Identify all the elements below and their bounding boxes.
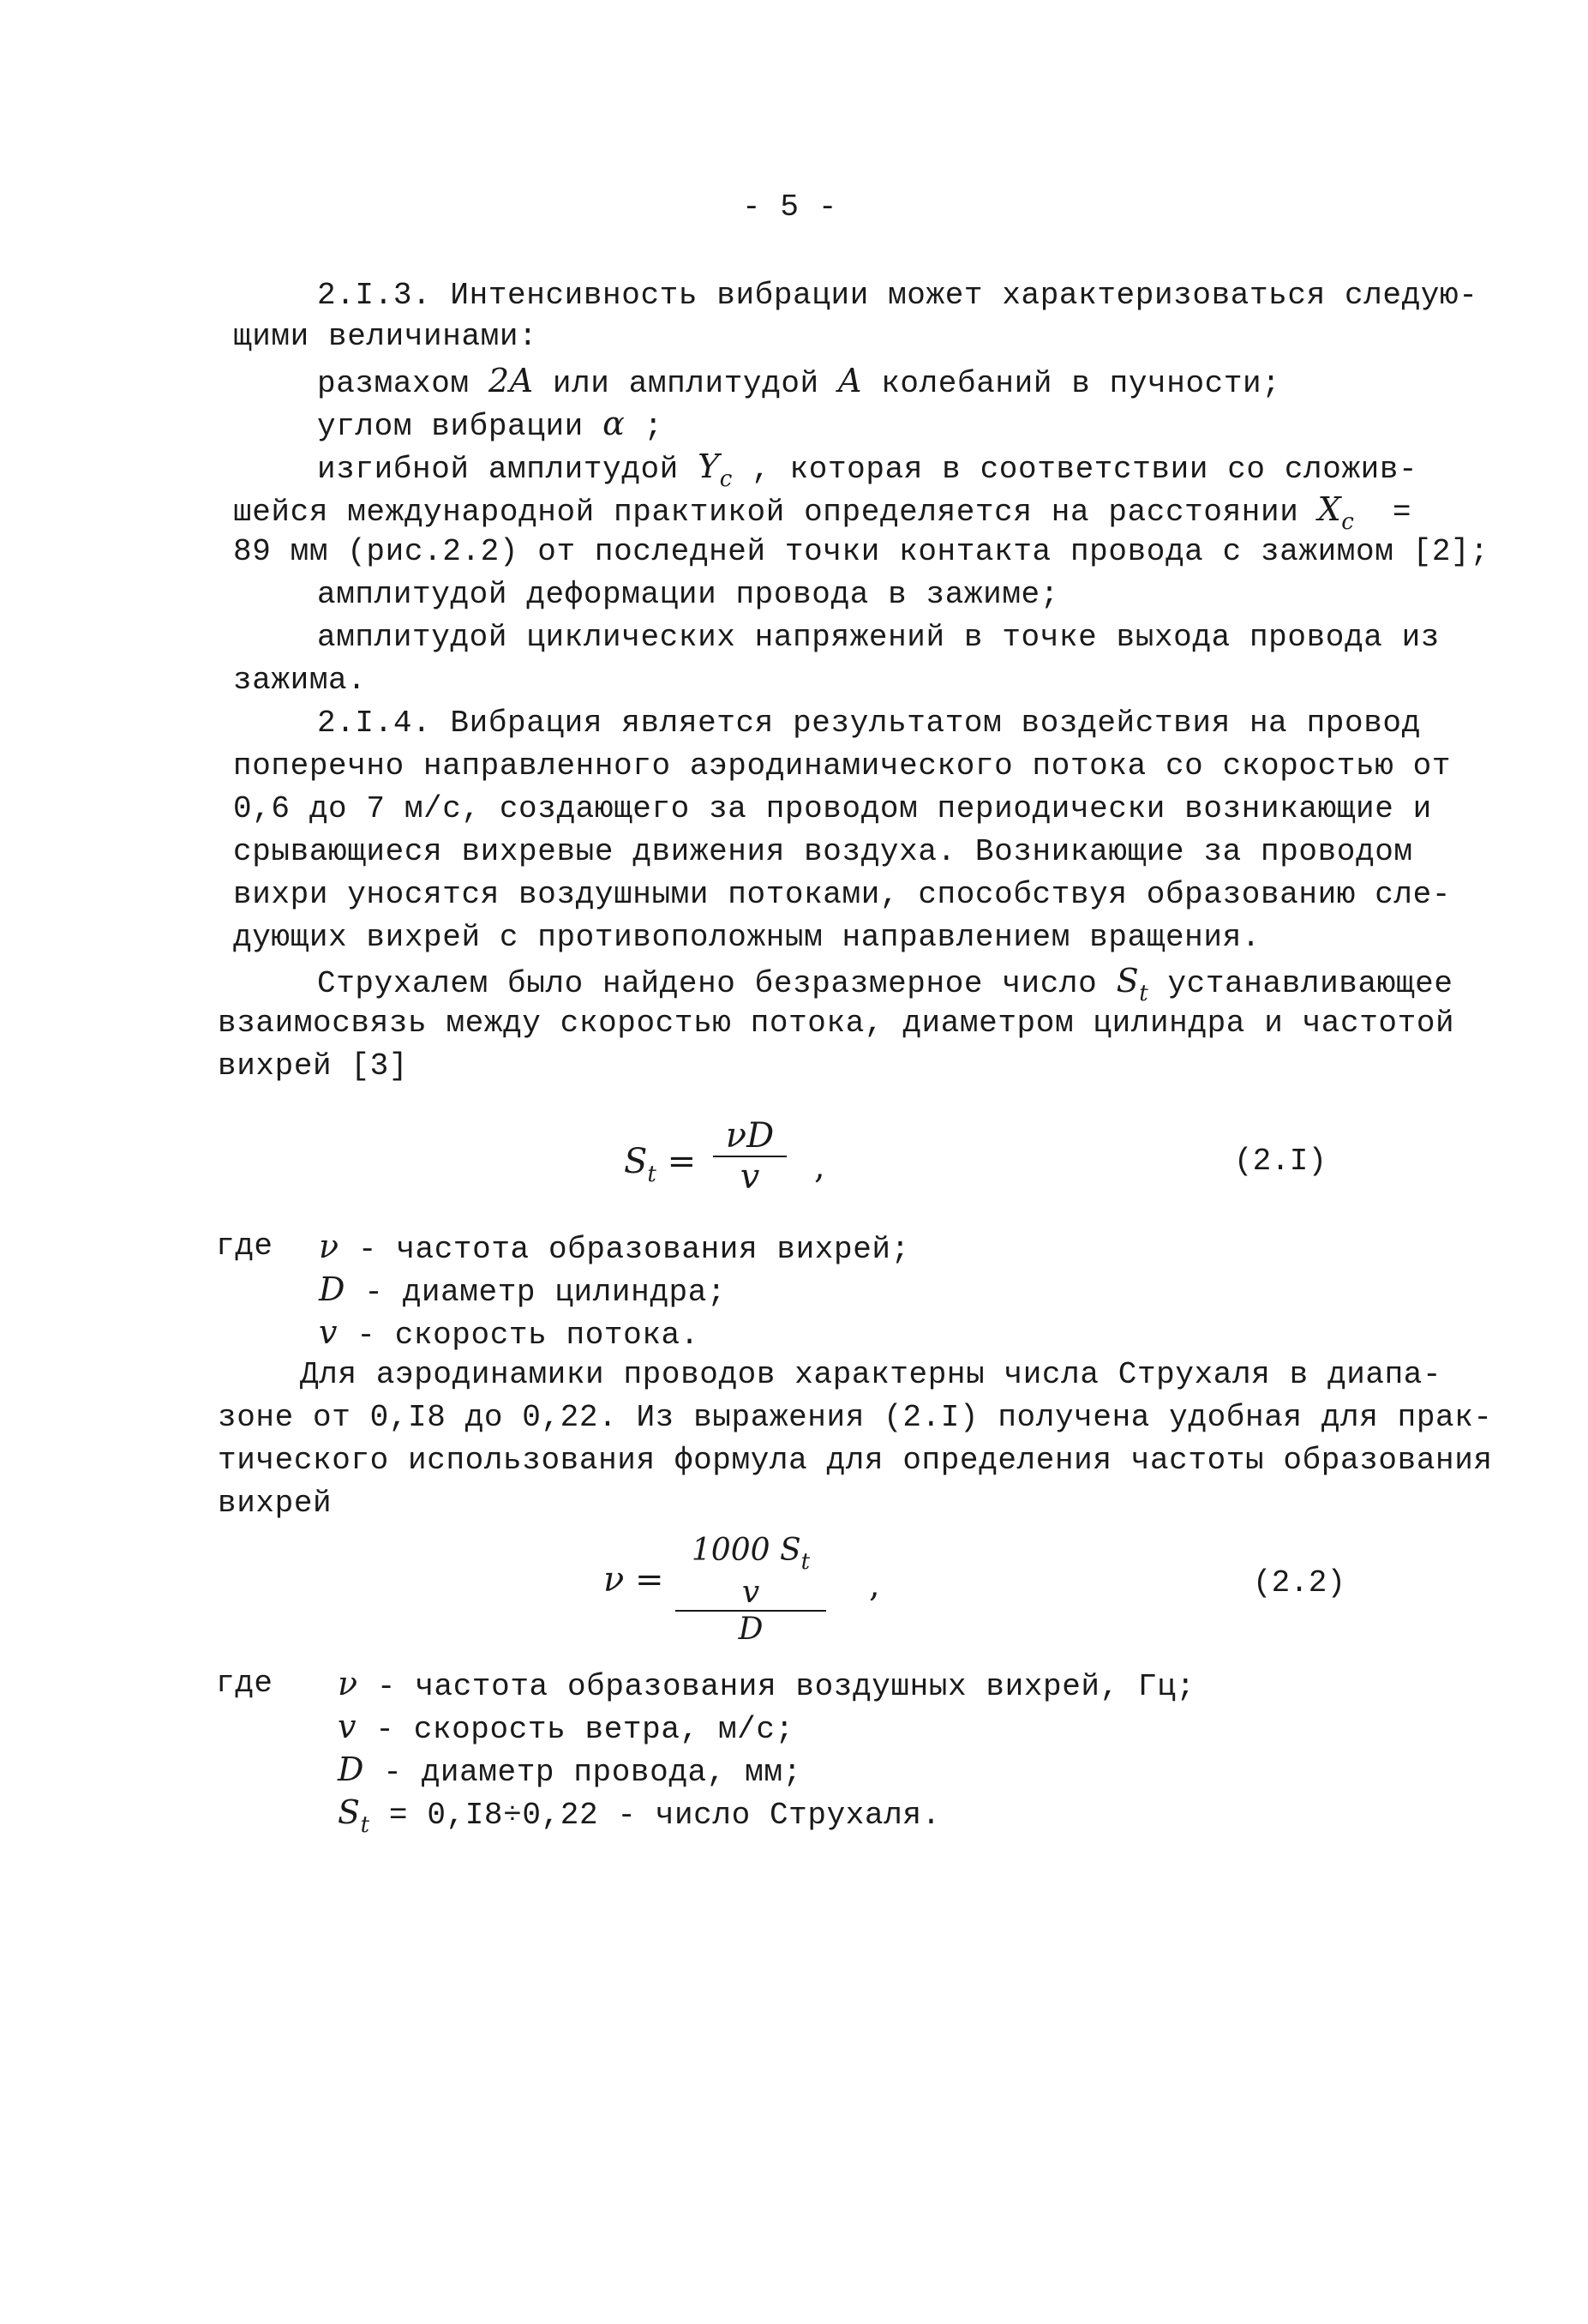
where-2-item-nu <box>338 1666 1195 1704</box>
paragraph-3-line-1: Для аэродинамики проводов характерны числа Струхаля в диапа- <box>300 1357 1442 1392</box>
section-2-1-3-line-1: 2.I.3. Интенсивность вибрации может характеризоваться следую- <box>317 278 1478 313</box>
where-2-item-strouhal <box>338 1795 941 1842</box>
section-2-1-4-line-6: дующих вихрей с противоположным направлением вращения. <box>233 920 1261 955</box>
symbol-s: S <box>624 1142 648 1181</box>
subscript-t: t <box>800 1549 811 1575</box>
list-item-bending-amplitude-line-2 <box>233 492 1411 539</box>
list-item-swing <box>317 363 1280 401</box>
symbol-s: S <box>338 1793 361 1831</box>
paragraph-3-line-4: вихрей <box>218 1486 333 1521</box>
text: колебаний в пучности; <box>861 366 1281 401</box>
subscript-c: c <box>1341 509 1355 535</box>
strouhal-paragraph-line-2: взаимосвязь между скоростью потока, диаметром цилиндра и частотой <box>218 1006 1455 1041</box>
text: - частота образования вихрей; <box>339 1232 910 1267</box>
text: Струхалем было найдено безразмерное число <box>317 966 1117 1001</box>
list-item-deformation: амплитудой деформации провода в зажиме; <box>317 577 1059 612</box>
paragraph-3-line-3: тического использования формула для определения частоты образования <box>218 1443 1493 1478</box>
text: - скорость потока. <box>338 1318 699 1353</box>
equals-sign: = <box>635 1560 664 1600</box>
equation-2-2-fraction <box>675 1533 826 1647</box>
numerator <box>675 1533 826 1610</box>
list-item-bending-amplitude <box>317 449 1417 496</box>
text: = 0,I8÷0,22 - число Струхаля. <box>369 1798 941 1833</box>
text: - диаметр провода, мм; <box>364 1755 802 1790</box>
symbol-d: D <box>319 1270 346 1308</box>
text: размахом <box>317 366 488 401</box>
symbol-nu: ν <box>338 1665 358 1702</box>
list-item-stress-line-1: амплитудой циклических напряжений в точке выхода провода из <box>317 620 1441 655</box>
page-number: - 5 - <box>742 189 838 225</box>
paragraph-3-line-2: зоне от 0,I8 до 0,22. Из выражения (2.I) получена удобная для прак- <box>218 1400 1493 1435</box>
symbol-a: A <box>837 362 862 399</box>
symbol-2a: 2A <box>488 362 534 399</box>
symbol-d: D <box>338 1751 365 1788</box>
equation-2-1-comma: , <box>814 1147 825 1186</box>
list-item-bending-amplitude-line-3: 89 мм (рис.2.2) от последней точки контакта провода с зажимом [2]; <box>233 534 1489 569</box>
text: - скорость ветра, м/с; <box>357 1712 794 1747</box>
numerator: νD <box>725 1116 775 1156</box>
where-label-2: где <box>216 1666 273 1701</box>
symbol-v: v <box>338 1708 357 1745</box>
denominator: D <box>738 1612 764 1647</box>
section-2-1-3-line-2: щими величинами: <box>233 319 538 354</box>
equation-2-1-number: (2.I) <box>1234 1144 1327 1179</box>
symbol-v: v <box>319 1313 339 1351</box>
text: - частота образования воздушных вихрей, Гц; <box>357 1669 1195 1704</box>
symbol-nu: ν <box>319 1228 339 1265</box>
text: или амплитудой <box>533 366 838 401</box>
text: шейся международной практикой определяется на расстоянии <box>233 495 1318 530</box>
where-1-item-nu <box>319 1229 910 1267</box>
equation-2-1-fraction <box>713 1116 787 1197</box>
text: углом вибрации <box>317 409 603 444</box>
equation-2-2-comma: , <box>869 1565 880 1605</box>
equation-2-2-lhs <box>603 1560 664 1600</box>
symbol-alpha: α <box>602 405 626 442</box>
section-2-1-4-line-5: вихри уносятся воздушными потоками, способствуя образованию сле- <box>233 877 1452 912</box>
text: , которая в соответствии со сложив- <box>732 452 1418 487</box>
strouhal-paragraph-line-1 <box>317 964 1453 1011</box>
symbol-nu: ν <box>603 1560 625 1600</box>
subscript-t: t <box>1139 981 1149 1006</box>
section-2-1-4-line-4: срывающиеся вихревые движения воздуха. Возникающие за проводом <box>233 834 1413 869</box>
equals-sign: = <box>667 1142 697 1181</box>
where-2-item-v <box>338 1709 794 1747</box>
where-2-item-d <box>338 1752 802 1790</box>
symbol-y: Y <box>698 447 720 485</box>
text: устанавливающее <box>1148 966 1453 1001</box>
subscript-t: t <box>647 1162 656 1187</box>
symbol-s: S <box>1116 962 1140 1000</box>
section-2-1-4-line-3: 0,6 до 7 м/с, создающего за проводом периодически возникающие и <box>233 791 1432 826</box>
text: ; <box>625 409 663 444</box>
subscript-t: t <box>360 1812 370 1838</box>
where-label-1: где <box>216 1228 273 1264</box>
symbol-x: X <box>1317 490 1342 528</box>
text: v <box>741 1575 760 1610</box>
subscript-c: c <box>719 466 733 492</box>
strouhal-paragraph-line-3: вихрей [3] <box>218 1048 409 1084</box>
equation-2-2-number: (2.2) <box>1253 1565 1346 1600</box>
text: 1000 S <box>691 1533 801 1568</box>
section-2-1-4-line-2: поперечно направленного аэродинамического потока со скоростью от <box>233 748 1452 784</box>
text: изгибной амплитудой <box>317 452 698 487</box>
list-item-stress-line-2: зажима. <box>233 663 367 698</box>
equation-2-1-lhs <box>624 1142 696 1187</box>
where-1-item-v <box>319 1315 699 1353</box>
text: = <box>1354 495 1412 530</box>
section-2-1-4-line-1: 2.I.4. Вибрация является результатом воздействия на провод <box>317 706 1421 741</box>
list-item-angle <box>317 406 663 444</box>
text: - диаметр цилиндра; <box>345 1275 727 1310</box>
where-1-item-d <box>319 1272 726 1310</box>
denominator: v <box>740 1157 760 1197</box>
